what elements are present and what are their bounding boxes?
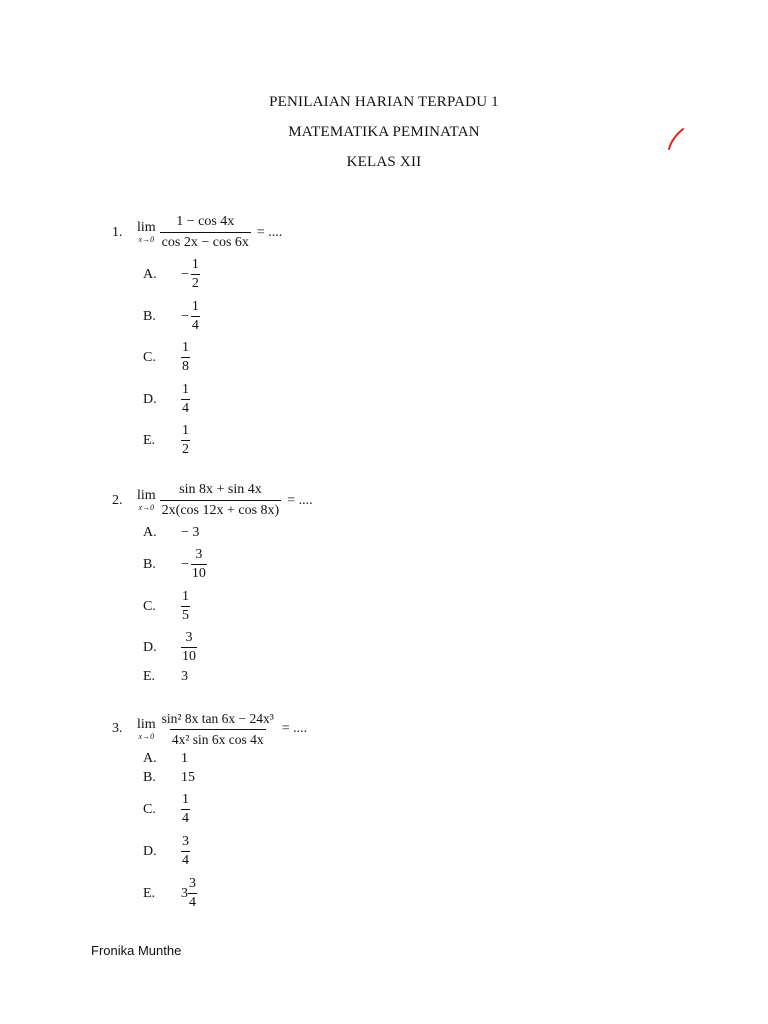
limit-fraction <box>160 214 251 251</box>
option-2a <box>143 525 199 541</box>
fraction-numerator: sin 8x + sin 4x <box>179 482 262 497</box>
option-fraction <box>181 423 190 458</box>
option-letter: A. <box>143 751 157 766</box>
option-letter: D. <box>143 639 157 655</box>
option-denominator: 4 <box>182 853 189 869</box>
fraction-numerator: 1 − cos 4x <box>176 214 235 229</box>
option-1a <box>143 257 200 292</box>
option-letter: B. <box>143 770 156 785</box>
option-sign: − <box>181 266 189 282</box>
option-fraction <box>181 589 190 624</box>
question-2 <box>112 482 313 519</box>
option-2e <box>143 669 188 685</box>
limit-fraction <box>160 482 282 519</box>
option-numerator: 1 <box>182 792 189 807</box>
option-3a <box>143 751 188 767</box>
option-letter: E. <box>143 669 156 684</box>
option-numerator: 3 <box>195 547 203 562</box>
option-numerator: 3 <box>189 876 196 891</box>
equals-blank: = .... <box>281 721 308 737</box>
question-number: 1. <box>112 224 123 240</box>
limit-word: lim <box>137 716 156 732</box>
limit-operator <box>137 718 156 741</box>
option-letter: D. <box>143 843 157 859</box>
option-1e <box>143 423 190 458</box>
fraction-numerator: sin² 8x tan 6x − 24x³ <box>161 711 274 726</box>
limit-word: lim <box>137 220 156 236</box>
fraction-denominator: 4x² sin 6x cos 4x <box>170 729 266 748</box>
option-letter: C. <box>143 801 156 817</box>
option-fraction <box>191 547 207 582</box>
option-fraction <box>191 299 200 334</box>
equals-blank: = .... <box>287 492 313 508</box>
option-value: 15 <box>181 770 195 785</box>
option-3e <box>143 876 197 911</box>
limit-operator <box>137 489 156 512</box>
option-fraction <box>181 382 190 417</box>
option-denominator: 4 <box>182 811 189 827</box>
option-numerator: 1 <box>191 257 199 272</box>
option-value: 1 <box>181 751 188 766</box>
option-numerator: 1 <box>191 299 199 314</box>
footer-author: Fronika Munthe <box>91 943 182 958</box>
option-letter: A. <box>143 266 157 282</box>
option-denominator: 4 <box>189 895 196 911</box>
header-class: KELAS XII <box>346 154 422 170</box>
question-number: 3. <box>112 721 123 737</box>
limit-subscript: x→0 <box>138 731 155 741</box>
limit-subscript: x→0 <box>138 503 155 513</box>
option-fraction <box>191 257 200 292</box>
option-numerator: 1 <box>182 340 189 355</box>
option-letter: E. <box>143 432 156 448</box>
option-1c <box>143 340 190 375</box>
red-check-mark-icon <box>666 126 686 152</box>
header-subject: MATEMATIKA PEMINATAN <box>288 124 480 140</box>
option-denominator: 10 <box>182 649 196 665</box>
option-fraction <box>181 340 190 375</box>
option-numerator: 1 <box>182 382 189 397</box>
option-numerator: 1 <box>182 589 189 604</box>
option-letter: C. <box>143 598 156 614</box>
option-fraction <box>188 876 197 911</box>
limit-subscript: x→0 <box>138 235 155 245</box>
option-denominator: 10 <box>191 566 206 582</box>
fraction-denominator: cos 2x − cos 6x <box>160 232 251 251</box>
option-2b <box>143 547 207 582</box>
option-1b <box>143 299 200 334</box>
option-fraction <box>181 630 197 665</box>
option-1d <box>143 382 190 417</box>
option-2c <box>143 589 190 624</box>
option-fraction <box>181 792 190 827</box>
option-3c <box>143 792 190 827</box>
option-denominator: 4 <box>191 318 199 334</box>
option-3b <box>143 770 195 786</box>
option-value: 3 <box>181 669 188 684</box>
option-letter: A. <box>143 525 157 540</box>
fraction-denominator: 2x(cos 12x + cos 8x) <box>160 500 282 519</box>
option-numerator: 1 <box>182 423 189 438</box>
equals-blank: = .... <box>256 224 283 240</box>
option-denominator: 5 <box>182 608 189 624</box>
option-letter: C. <box>143 349 156 365</box>
option-denominator: 2 <box>191 276 199 292</box>
option-fraction <box>181 834 190 869</box>
limit-fraction <box>160 711 276 747</box>
question-number: 2. <box>112 492 123 508</box>
question-1 <box>112 214 282 251</box>
limit-operator <box>137 221 156 244</box>
option-letter: D. <box>143 391 157 407</box>
option-denominator: 8 <box>182 359 189 375</box>
option-letter: E. <box>143 885 156 901</box>
option-letter: B. <box>143 556 156 572</box>
option-sign: − <box>181 308 189 324</box>
option-3d <box>143 834 190 869</box>
option-denominator: 4 <box>182 401 189 417</box>
option-numerator: 3 <box>185 630 193 645</box>
option-whole: 3 <box>181 885 188 901</box>
option-2d <box>143 630 197 665</box>
limit-word: lim <box>137 488 156 504</box>
question-3 <box>112 711 307 747</box>
option-denominator: 2 <box>182 442 189 458</box>
option-numerator: 3 <box>182 834 189 849</box>
option-letter: B. <box>143 308 156 324</box>
option-sign: − <box>181 556 189 572</box>
option-value: − 3 <box>181 525 200 540</box>
header-title: PENILAIAN HARIAN TERPADU 1 <box>269 94 499 110</box>
